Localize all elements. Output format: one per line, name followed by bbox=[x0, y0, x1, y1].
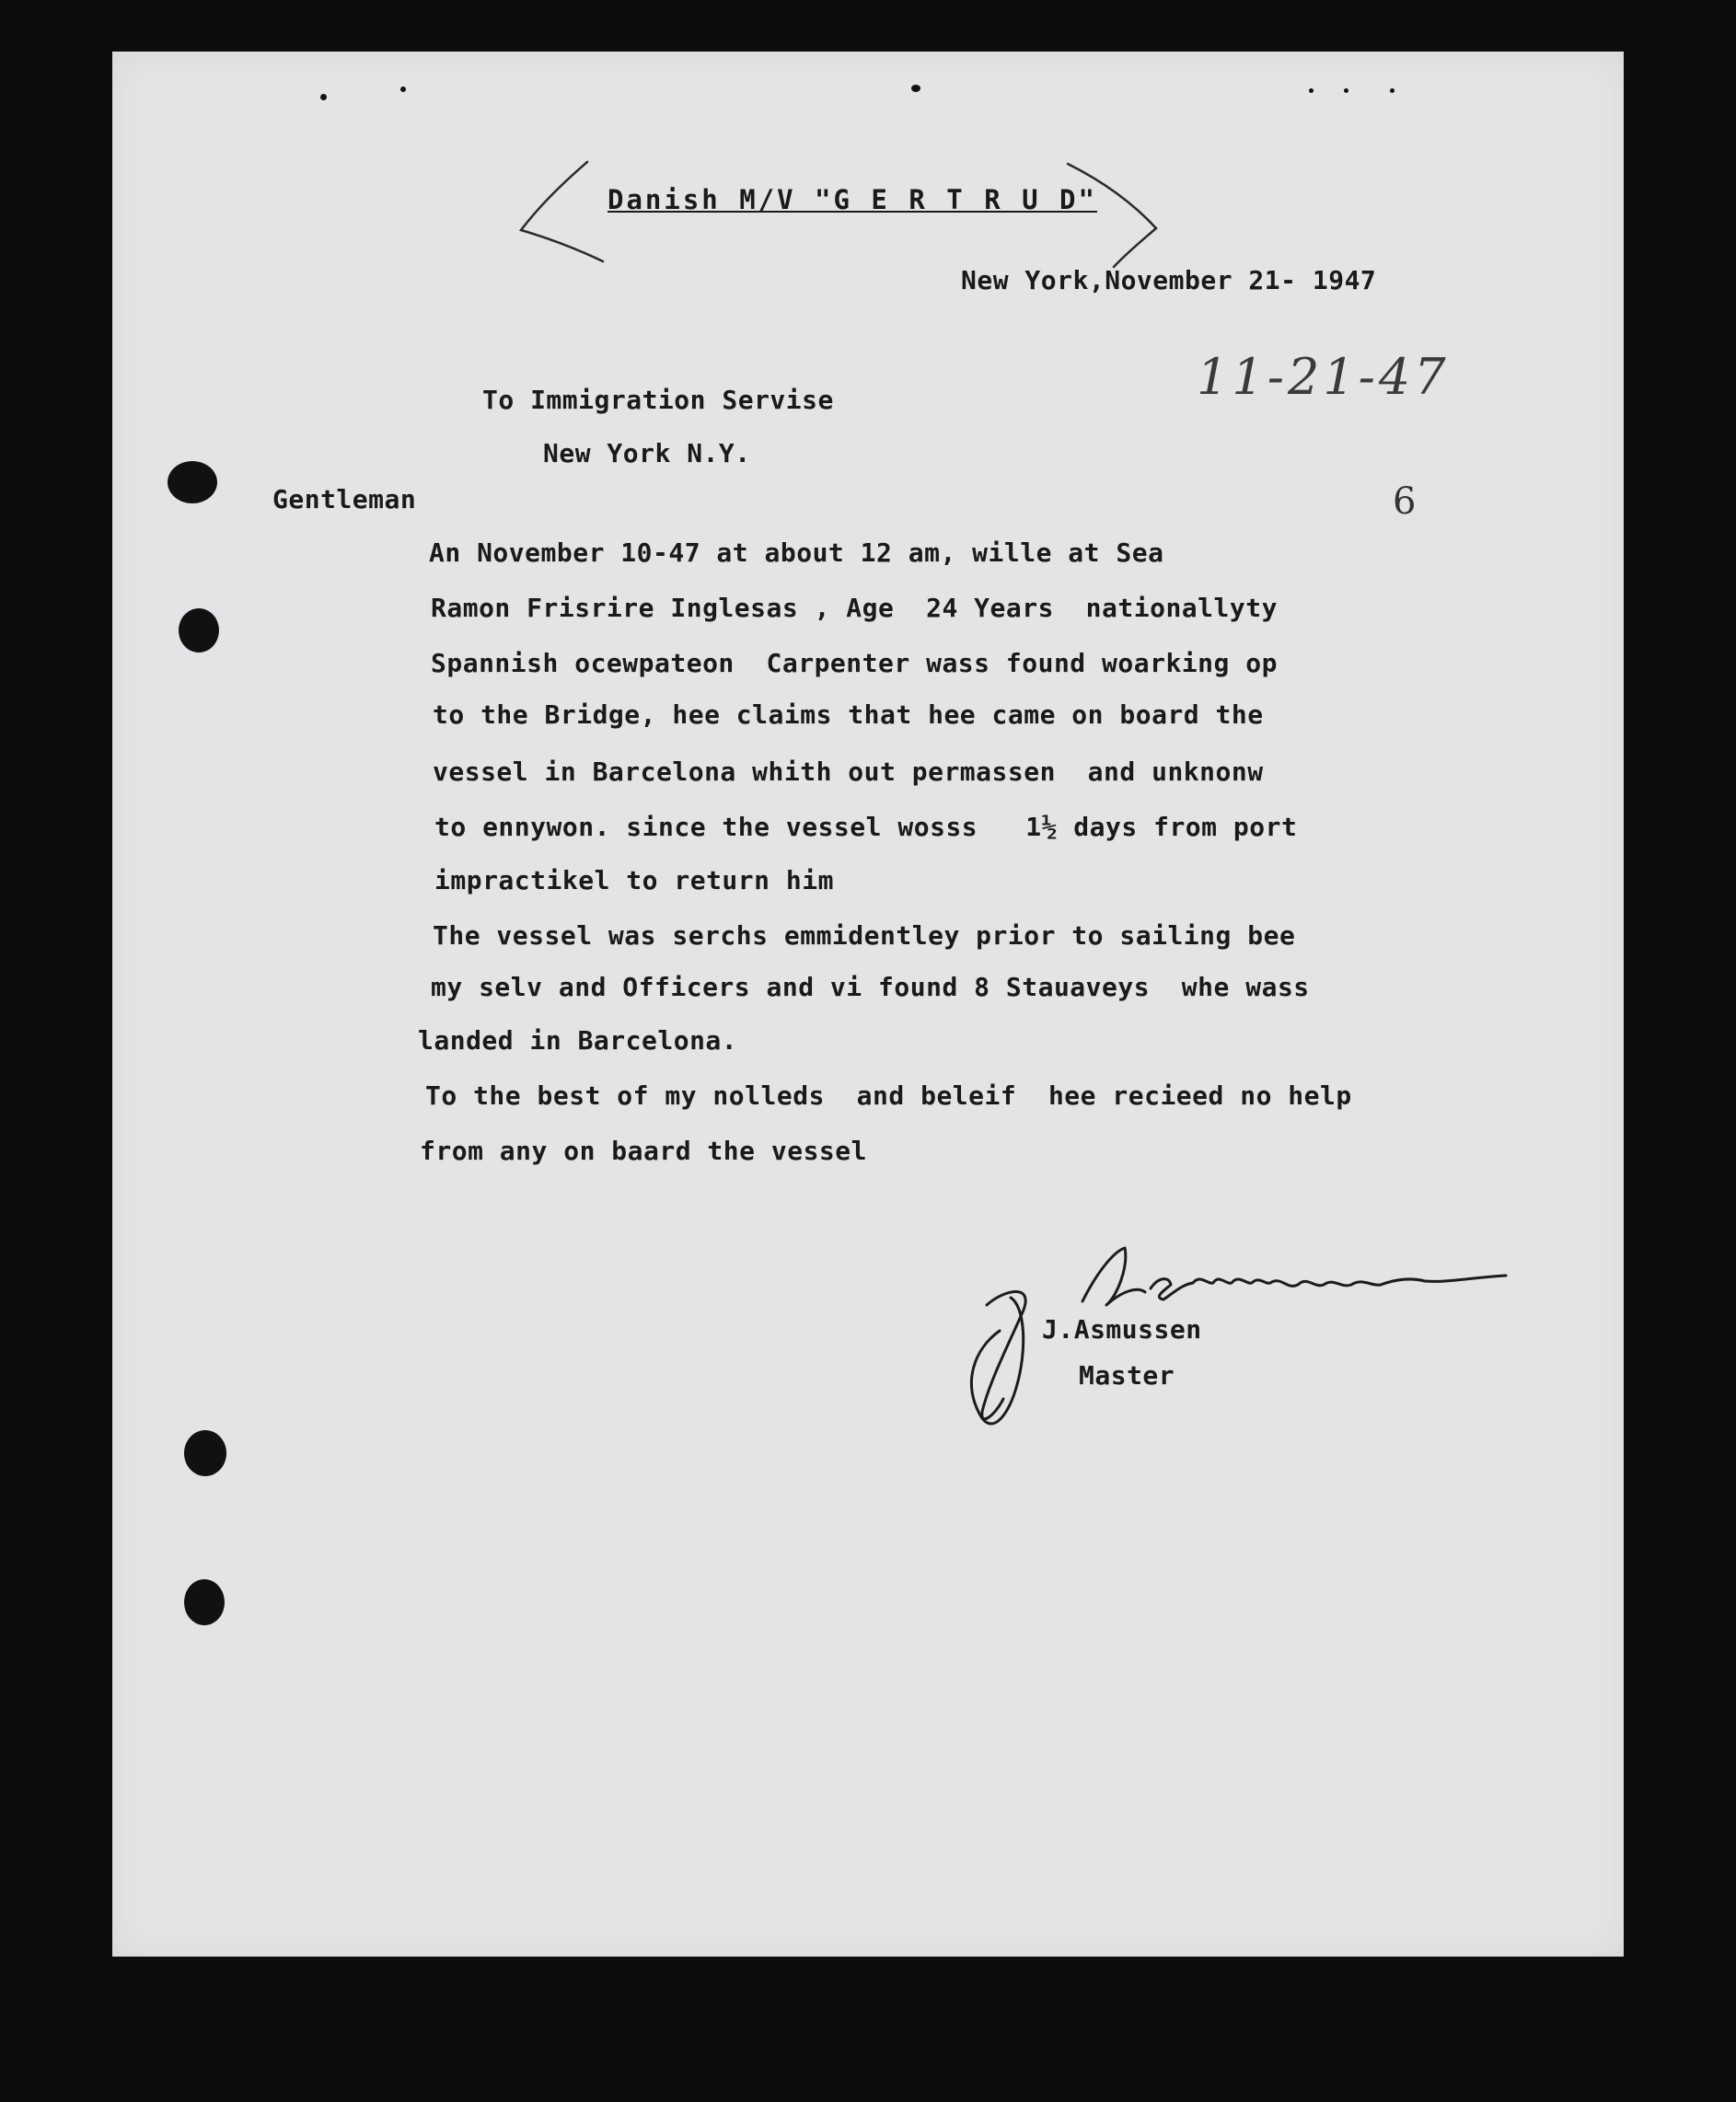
salutation: Gentleman bbox=[272, 484, 417, 514]
signatory-title: Master bbox=[1079, 1360, 1175, 1391]
signature-icon bbox=[971, 1248, 1506, 1424]
addressee-line-2: New York N.Y. bbox=[543, 438, 751, 468]
body-line-1: An November 10-47 at about 12 am, wille at Sea bbox=[429, 537, 1164, 568]
body-line-6: to ennywon. since the vessel wosss 1½ days from port bbox=[434, 812, 1298, 842]
body-line-5: vessel in Barcelona whith out permassen and unknonw bbox=[433, 756, 1264, 787]
signatory-name: J.Asmussen bbox=[1042, 1314, 1202, 1345]
body-line-12: from any on baard the vessel bbox=[420, 1136, 868, 1166]
page-number: 6 bbox=[1393, 480, 1417, 523]
vessel-heading-text: Danish M/V "G E R T R U D" bbox=[608, 184, 1097, 215]
body-line-8: The vessel was serchs emmidentley prior to sailing bee bbox=[433, 920, 1296, 951]
body-line-9: my selv and Officers and vi found 8 Stauaveys whe wass bbox=[431, 972, 1310, 1002]
body-line-3: Spannish ocewpateon Carpenter wass found woarking op bbox=[431, 648, 1278, 678]
body-line-2: Ramon Frisrire Inglesas , Age 24 Years nationallyty bbox=[431, 593, 1278, 623]
body-line-4: to the Bridge, hee claims that hee came on board the bbox=[433, 699, 1264, 730]
heading-bracket-left-icon bbox=[521, 162, 603, 261]
addressee-line-1: To Immigration Servise bbox=[482, 385, 834, 415]
heading-bracket-right-icon bbox=[1068, 164, 1156, 267]
handwritten-date: 11-21-47 bbox=[1197, 348, 1450, 406]
body-line-11: To the best of my nolleds and beleif hee recieed no help bbox=[425, 1080, 1352, 1111]
body-line-10: landed in Barcelona. bbox=[418, 1025, 738, 1056]
place-and-date: New York,November 21- 1947 bbox=[961, 265, 1377, 295]
body-line-7: impractikel to return him bbox=[434, 865, 834, 895]
